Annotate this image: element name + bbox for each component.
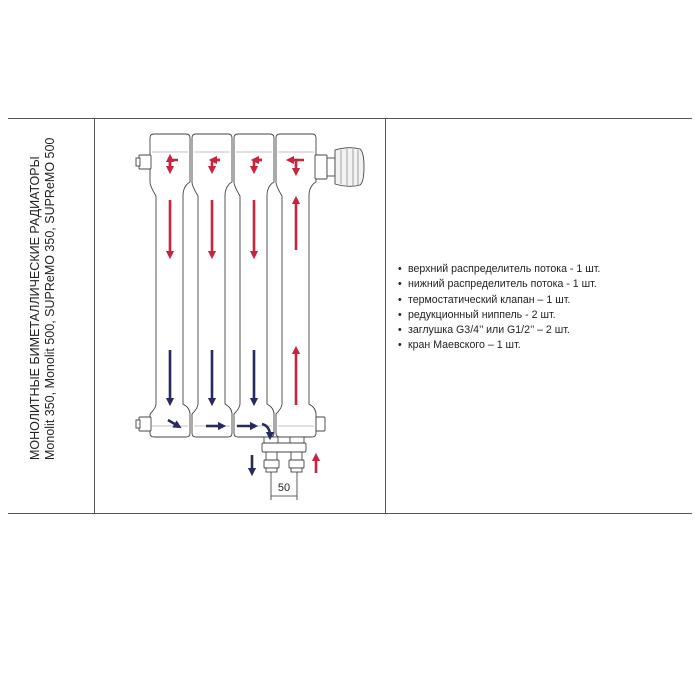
bullet-icon: • (398, 263, 402, 275)
product-title-line1: МОНОЛИТНЫЕ БИМЕТАЛЛИЧЕСКИЕ РАДИАТОРЫ (28, 156, 42, 460)
list-item-text: термостатический клапан – 1 шт. (408, 293, 571, 306)
list-item (398, 308, 600, 323)
list-item (398, 323, 600, 338)
product-title (28, 137, 58, 460)
top-left-plug (139, 155, 151, 169)
frame-divider-right (385, 118, 386, 514)
thermostatic-valve (327, 148, 364, 187)
list-item-text: нижний распределитель потока - 1 шт. (408, 278, 597, 291)
bottom-connection-valve (262, 437, 306, 472)
list-item-text: редукционный ниппель - 2 шт. (408, 308, 556, 321)
package-contents-list (398, 262, 600, 354)
bullet-icon: • (398, 339, 402, 352)
bottom-left-plug (139, 417, 151, 431)
list-item-text: кран Маевского – 1 шт. (408, 339, 521, 352)
bullet-icon: • (398, 278, 402, 291)
list-item (398, 338, 600, 353)
bullet-icon: • (398, 308, 402, 321)
list-item (398, 262, 600, 277)
product-title-line2: Monolit 350, Monolit 500, SUPReMO 350, SUPReMO 500 (43, 137, 57, 460)
radiator-diagram (95, 119, 385, 513)
dimension-label: 50 (277, 482, 291, 494)
frame-bottom-line (8, 513, 692, 514)
bullet-icon: • (398, 324, 402, 337)
list-item-text: заглушка G3/4’’ или G1/2’’ – 2 шт. (408, 324, 570, 337)
list-item-text: верхний распределитель потока - 1 шт. (408, 263, 601, 275)
list-item (398, 293, 600, 308)
list-item (398, 277, 600, 292)
bullet-icon: • (398, 293, 402, 306)
